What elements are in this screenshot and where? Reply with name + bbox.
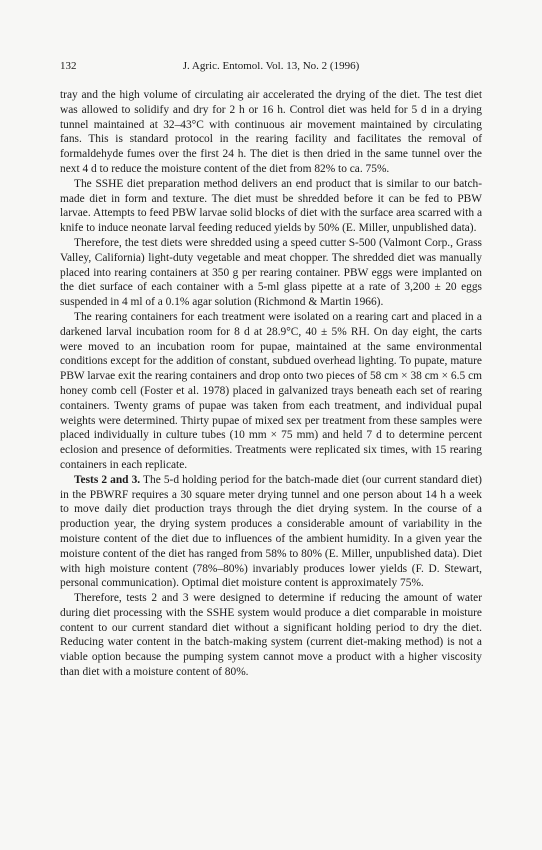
paragraph-text: The rearing containers for each treatment were isolated on a rearing cart and placed in a darkened larval incubation room for 8 d at 28.9°C, 40 ± 5% RH. On day eight, the carts were moved to an incubation room for pupae, maintained at the same environmental conditions except for the addition of constant, subdued overhead lighting. To pupate, mature PBW larvae exit the rearing containers and drop onto two pieces of 58 cm × 38 cm × 6.5 cm honey comb cell (Foster et al. 1978) placed in galvanized trays beneath each set of rearing containers. Twenty grams of pupae was taken from each treatment, and individual pupal weights were determined. Thirty pupae of mixed sex per treatment from these samples were placed individually in culture tubes (10 mm × 75 mm) and held 7 d to determine percent eclosion and presence of deformities. Treatments were replicated six times, with 15 rearing containers in each replicate. (60, 310, 482, 471)
paragraph-text: tray and the high volume of circulating air accelerated the drying of the diet. The test diet was allowed to solidify and dry for 2 h or 16 h. Control diet was held for 5 d in a drying tunnel maintained at 32–43°C with continuous air movement maintained by circulating fans. This is standard protocol in the rearing facility and facilitates the removal of formaldehyde fumes over the first 24 h. The diet is then dried in the same tunnel over the next 4 d to reduce the moisture content of the diet from 82% to ca. 75%. (60, 89, 482, 175)
running-title: J. Agric. Entomol. Vol. 13, No. 2 (1996) (182, 60, 360, 72)
page-number: 132 (60, 60, 77, 72)
paragraph (60, 236, 482, 310)
page-header (60, 60, 482, 74)
paragraph-text: The 5-d holding period for the batch-made diet (our current standard diet) in the PBWRF requires a 30 square meter drying tunnel and one person about 14 h a week to move daily diet production trays through the diet drying system. In the course of a production year, the drying system produces a considerable amount of variability in the moisture content of the diet due to influences of the ambient humidity. In a given year the moisture content of the diet has ranged from 58% to 80% (E. Miller, unpublished data). Diet with high moisture content (78%–80%) invariably produces lower yields (F. D. Stewart, personal communication). Optimal diet moisture content is approximately 75%. (60, 473, 482, 590)
paragraph (60, 591, 482, 680)
paragraph-text: Therefore, the test diets were shredded using a speed cutter S-500 (Valmont Corp., Grass Valley, California) light-duty vegetable and meat chopper. The shredded diet was manually placed into rearing containers at 350 g per rearing container. PBW eggs were implanted on the diet surface of each container with a 5-ml glass pipette at a rate of 3,200 ± 20 eggs suspended in 4 ml of a 0.1% agar solution (Richmond & Martin 1966). (60, 236, 482, 309)
paragraph-text: The SSHE diet preparation method delivers an end product that is similar to our batch-made diet in form and texture. The diet must be shredded before it can be fed to PBW larvae. Attempts to feed PBW larvae solid blocks of diet with the surface area scarred with a knife to induce neonate larval feeding reduced yields by 50% (E. Miller, unpublished data). (60, 177, 482, 235)
paragraph (60, 88, 482, 177)
paragraph (60, 177, 482, 236)
section-heading: Tests 2 and 3. (74, 473, 141, 486)
paragraph-text: Therefore, tests 2 and 3 were designed to determine if reducing the amount of water during diet processing with the SSHE system would produce a diet comparable in moisture content to our current standard diet without a significant holding period to dry the diet. Reducing water content in the batch-making system (current diet-making method) is not a viable option because the pumping system cannot move a product with a higher viscosity than diet with a moisture content of 80%. (60, 592, 482, 679)
paragraph (60, 310, 482, 473)
paragraph (60, 473, 482, 591)
article-body (60, 88, 482, 680)
